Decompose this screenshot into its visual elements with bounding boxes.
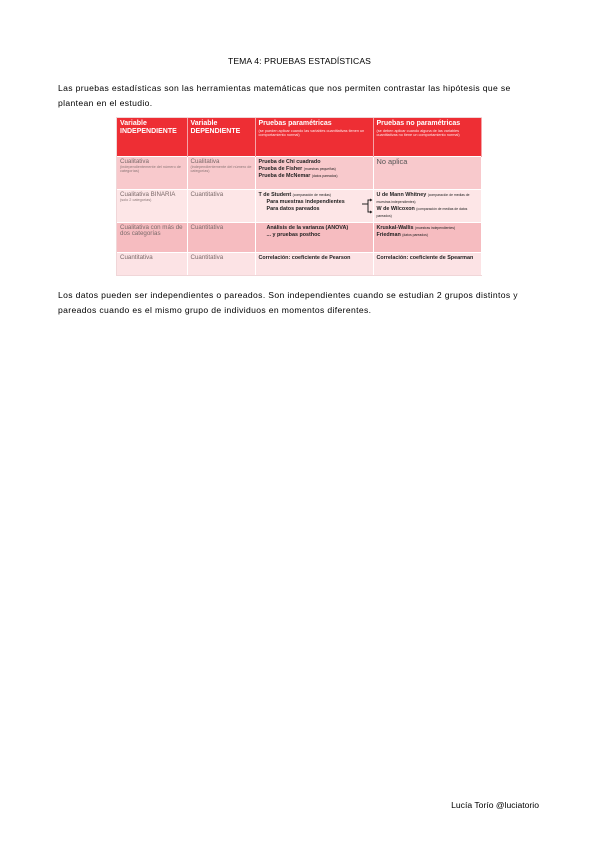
cell-nonparametric <box>373 222 481 252</box>
table-header-row <box>117 118 481 156</box>
cell-independent: Cualitativa <box>120 157 149 165</box>
cell-dependent: Cuantitativa <box>190 190 224 198</box>
header-nonparametric: Pruebas no paramétricas (se deben aplicar cuando alguna de las variables cuantitativas no tiene un comportamiento normal) <box>373 118 481 156</box>
test-pearson: Correlación: coeficiente de Pearson <box>258 254 351 261</box>
cell-dependent: Cualitativa <box>190 157 220 165</box>
cell-nonparametric <box>373 189 481 222</box>
test-wilcoxon: W de Wilcoxon (comparación de medias de datos pareados) <box>376 205 468 218</box>
test-mann-whitney: U de Mann Whitney (comparación de medias de muestras independientes) <box>376 191 470 204</box>
test-kruskal-wallis: Kruskal-Wallis (muestras independientes) <box>376 224 456 231</box>
page-title: TEMA 4: PRUEBAS ESTADÍSTICAS <box>227 56 372 66</box>
test-friedman: Friedman (datos pareados) <box>376 231 428 238</box>
cell-independent: Cualitativa BINARIA <box>120 190 176 198</box>
test-chi: Prueba de Chi cuadrado <box>258 158 321 165</box>
test-fisher: Prueba de Fisher (muestras pequeñas) <box>258 165 336 172</box>
statistical-tests-table <box>117 118 481 275</box>
table-row <box>117 222 481 252</box>
cell-dependent: Cuantitativa <box>190 253 224 261</box>
cell-dependent: Cuantitativa <box>190 223 224 231</box>
arrow-icon <box>361 198 373 216</box>
header-parametric: Pruebas paramétricas (se pueden aplicar cuando las variables cuantitativas tienen un comportamiento normal) <box>255 118 373 156</box>
cell-note: (solo 2 categorías) <box>120 198 152 203</box>
paired-data-paragraph: Los datos pueden ser independientes o pareados. Son independientes cuando se estudian 2 grupos distintos y pareados cuando es el mismo grupo de individuos en momentos diferentes. <box>58 290 518 315</box>
cell-note: (independientemente del número de categorías) <box>120 165 182 174</box>
cell-parametric <box>255 156 373 189</box>
cell-independent: Cuantitativa <box>120 253 153 261</box>
header-dependent: Variable DEPENDIENTE <box>187 118 255 156</box>
table-row <box>117 156 481 189</box>
cell-parametric <box>255 252 373 275</box>
test-mcnemar: Prueba de McNemar (datos pareados) <box>258 172 338 179</box>
table-row <box>117 252 481 275</box>
header-independent: Variable INDEPENDIENTE <box>117 118 187 156</box>
cell-note: (independientemente del número de categorías) <box>190 165 252 174</box>
author-footer: Lucía Torío @luciatorio <box>451 800 539 810</box>
test-spearman: Correlación: coeficiente de Spearman <box>376 254 474 261</box>
test-anova: Análisis de la varianza (ANOVA) <box>266 224 349 231</box>
cell-nonparametric <box>373 252 481 275</box>
cell-parametric <box>255 222 373 252</box>
intro-paragraph: Las pruebas estadísticas son las herramientas matemáticas que nos permiten contrastar las hipótesis que se plantean en el estudio. <box>58 83 511 108</box>
cell-nonparametric: No aplica <box>373 156 481 189</box>
test-posthoc: ... y pruebas posthoc <box>266 231 321 238</box>
table-row <box>117 189 481 222</box>
test-t-student: T de Student (comparación de medias) <box>258 191 331 198</box>
t-paired: Para datos pareados <box>266 205 320 212</box>
cell-parametric <box>255 189 373 222</box>
t-independent: Para muestras independientes <box>266 198 345 205</box>
cell-independent: Cualitativa con más de dos categorías <box>120 223 183 238</box>
